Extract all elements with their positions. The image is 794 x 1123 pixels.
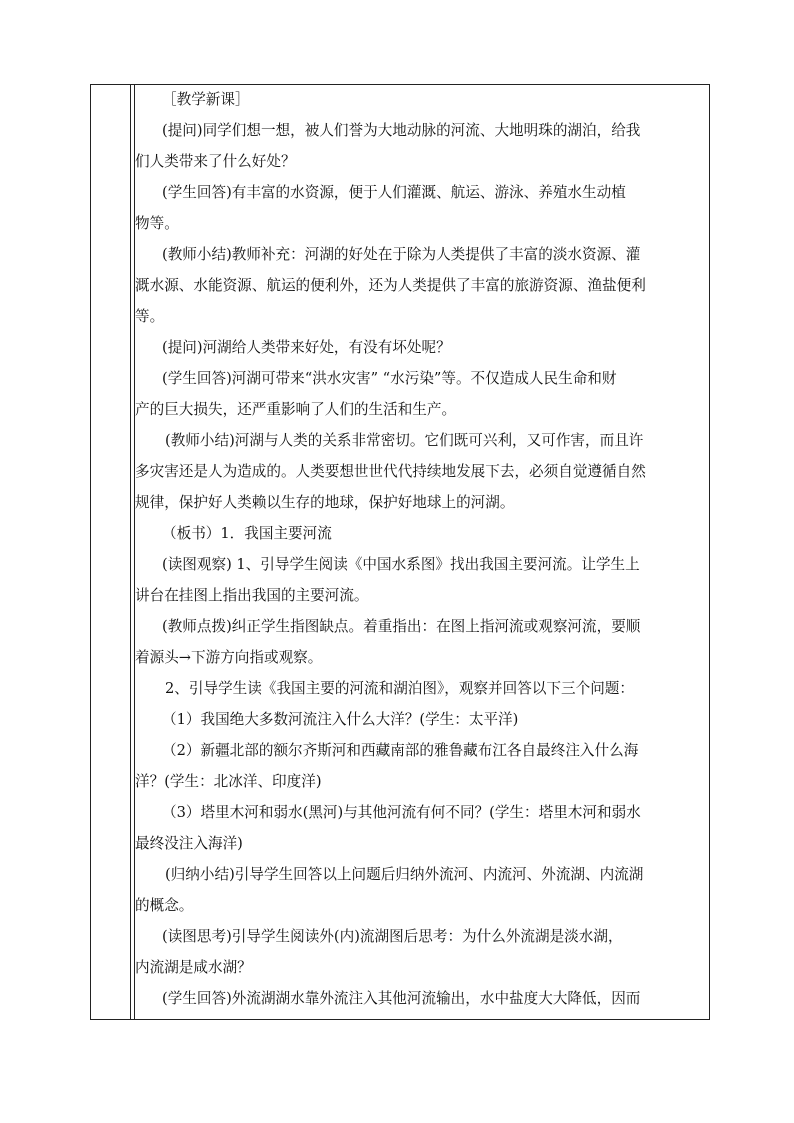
text-line: 物等。: [135, 215, 179, 232]
lesson-table: [90, 84, 710, 1020]
question-1: （1）我国绝大多数河流注入什么大洋？(学生：太平洋): [162, 711, 519, 728]
board-heading: （板书）1．我国主要河流: [162, 525, 332, 542]
text-line: 溉水源、水能资源、航运的便利外，还为人类提供了丰富的旅游资源、渔盐便利: [135, 277, 646, 294]
text-line: (提问)同学们想一想，被人们誉为大地动脉的河流、大地明珠的湖泊，给我: [162, 122, 641, 139]
text-line: (学生回答)外流湖湖水靠外流注入其他河流输出，水中盐度大大降低，因而: [162, 990, 641, 1007]
text-line: 多灾害还是人为造成的。人类要想世世代代持续地发展下去，必须自觉遵循自然: [135, 463, 646, 480]
text-line: (提问)河湖给人类带来好处，有没有坏处呢？: [162, 339, 451, 356]
text-line: 等。: [135, 308, 165, 325]
text-line: 最终没注入海洋): [135, 835, 243, 852]
text-line: (教师小结)教师补充：河湖的好处在于除为人类提供了丰富的淡水资源、灌: [162, 246, 641, 263]
text-line: (学生回答)河湖可带来“洪水灾害” “水污染”等。不仅造成人民生命和财: [162, 370, 617, 387]
text-line: 2、引导学生读《我国主要的河流和湖泊图》，观察并回答以下三个问题：: [165, 680, 634, 697]
text-line: (归纳小结)引导学生回答以上问题后归纳外流河、内流河、外流湖、内流湖: [165, 866, 644, 883]
table-left-column: [91, 85, 131, 1019]
text-line: (读图观察) 1、引导学生阅读《中国水系图》找出我国主要河流。让学生上: [162, 556, 640, 573]
text-line: (读图思考)引导学生阅读外(内)流湖图后思考：为什么外流湖是淡水湖，: [162, 928, 623, 945]
text-line: 规律，保护好人类赖以生存的地球，保护好地球上的河湖。: [135, 494, 515, 511]
text-line: (教师点拨)纠正学生指图缺点。着重指出：在图上指河流或观察河流，要顺: [162, 618, 641, 635]
text-line: 的概念。: [135, 897, 194, 914]
text-line: 产的巨大损失，还严重影响了人们的生活和生产。: [135, 401, 457, 418]
text-line: (学生回答)有丰富的水资源，便于人们灌溉、航运、游泳、养殖水生动植: [162, 184, 626, 201]
text-line: 内流湖是咸水湖？: [135, 959, 252, 976]
text-line: (教师小结)河湖与人类的关系非常密切。它们既可兴利，又可作害，而且许: [165, 432, 644, 449]
lesson-content-cell: [135, 85, 709, 1019]
text-line: 讲台在挂图上指出我国的主要河流。: [135, 587, 369, 604]
text-line: 洋？(学生：北冰洋、印度洋): [135, 773, 322, 790]
question-3: （3）塔里木河和弱水(黑河)与其他河流有何不同？(学生：塔里木河和弱水: [162, 804, 641, 821]
section-heading: ［教学新课］: [162, 91, 250, 108]
question-2: （2）新疆北部的额尔齐斯河和西藏南部的雅鲁藏布江各自最终注入什么海: [162, 742, 639, 759]
text-line: 们人类带来了什么好处？: [135, 153, 296, 170]
text-line: 着源头→下游方向指或观察。: [135, 649, 323, 666]
